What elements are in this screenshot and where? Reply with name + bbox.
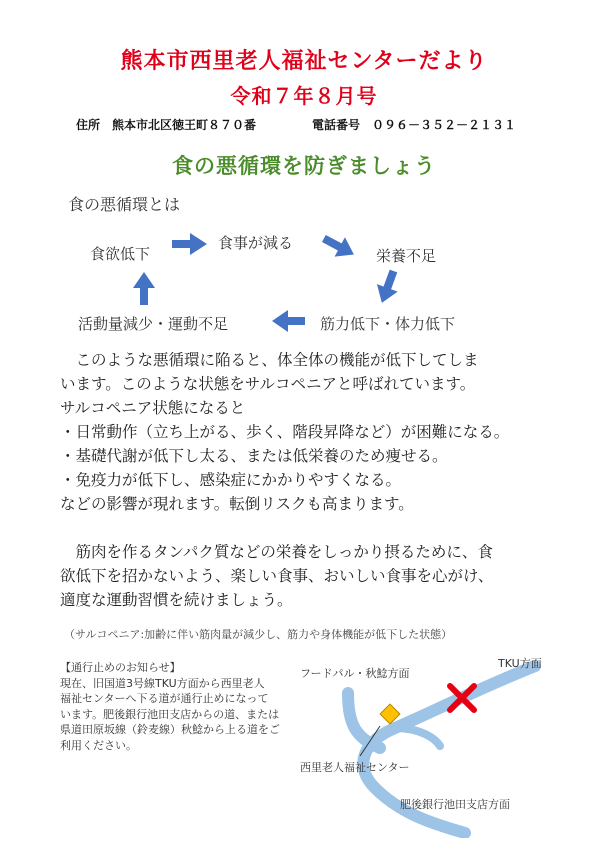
- map-label-north: フードパル・秋鯰方面: [300, 667, 410, 680]
- connector-road: [395, 728, 440, 746]
- article-body: [60, 348, 560, 612]
- arrow-left-icon: [272, 310, 305, 332]
- road-closure-notice: [60, 660, 310, 753]
- body-line: ・基礎代謝が低下し太る、または低栄養のため痩せる。: [60, 447, 448, 465]
- body-line: います。このような状態をサルコペニアと呼ばれています。: [60, 375, 476, 393]
- map-label-tku: TKU方面: [498, 657, 542, 670]
- notice-title: 【通行止めのお知らせ】: [60, 661, 181, 674]
- article-heading: 食の悪循環を防ぎましょう: [172, 154, 436, 178]
- body-line: 欲低下を招かないよう、楽しい食事、おいしい食事を心がけ、: [60, 567, 494, 585]
- arrow-right-icon: [172, 233, 207, 255]
- north-road: [348, 693, 380, 748]
- cycle-arrows: [0, 0, 608, 360]
- notice-line: 現在、旧国道3号線TKU方面から西里老人: [60, 676, 265, 690]
- notice-line: います。肥後銀行池田支店からの道、または: [60, 707, 280, 721]
- body-line: ・日常動作（立ち上がる、歩く、階段昇降など）が困難になる。: [60, 423, 510, 441]
- cycle-node-appetite-loss: 食欲低下: [90, 245, 151, 263]
- issue-label: 令和７年８月号: [230, 84, 378, 108]
- map-label-center: 西里老人福祉センター: [300, 761, 410, 774]
- notice-line: 利用ください。: [60, 738, 137, 752]
- map-label-south: 肥後銀行池田支店方面: [400, 798, 510, 811]
- body-line: このような悪循環に陥ると、体全体の機能が低下してしま: [60, 351, 479, 369]
- body-line: 適度な運動習慣を続けましょう。: [60, 591, 293, 609]
- newsletter-title: 熊本市西里老人福祉センターだより: [120, 49, 488, 74]
- body-line: サルコペニア状態になると: [60, 399, 246, 417]
- arrow-down-right-icon: [319, 229, 359, 264]
- phone-number: 電話番号 ０９６－３５２－２１３１: [312, 118, 517, 132]
- body-line: 筋肉を作るタンパク質などの栄養をしっかり摂るために、食: [60, 543, 493, 561]
- address: 住所 熊本市北区徳王町８７０番: [76, 118, 257, 132]
- paragraph-spacer: [60, 516, 560, 540]
- cycle-node-less-activity: 活動量減少・運動不足: [78, 315, 229, 333]
- cycle-title: 食の悪循環とは: [68, 195, 181, 214]
- notice-line: 県道田原坂線（鈴麦線）秋鯰から上る道をご: [60, 723, 280, 736]
- cycle-node-muscle-loss: 筋力低下・体力低下: [320, 315, 456, 333]
- cycle-node-less-eating: 食事が減る: [218, 234, 294, 252]
- body-line: ・免疫力が低下し、感染症にかかりやすくなる。: [60, 471, 402, 489]
- cycle-node-malnutrition: 栄養不足: [376, 247, 437, 265]
- sarcopenia-note: （サルコペニア:加齢に伴い筋肉量が減少し、筋力や身体機能が低下した状態）: [64, 628, 453, 641]
- arrow-up-icon: [133, 272, 155, 305]
- arrow-down-left-icon: [372, 267, 404, 306]
- body-line: などの影響が現れます。転倒リスクも高まります。: [60, 495, 414, 513]
- notice-line: 福祉センターへ下る道が通行止めになって: [60, 692, 269, 705]
